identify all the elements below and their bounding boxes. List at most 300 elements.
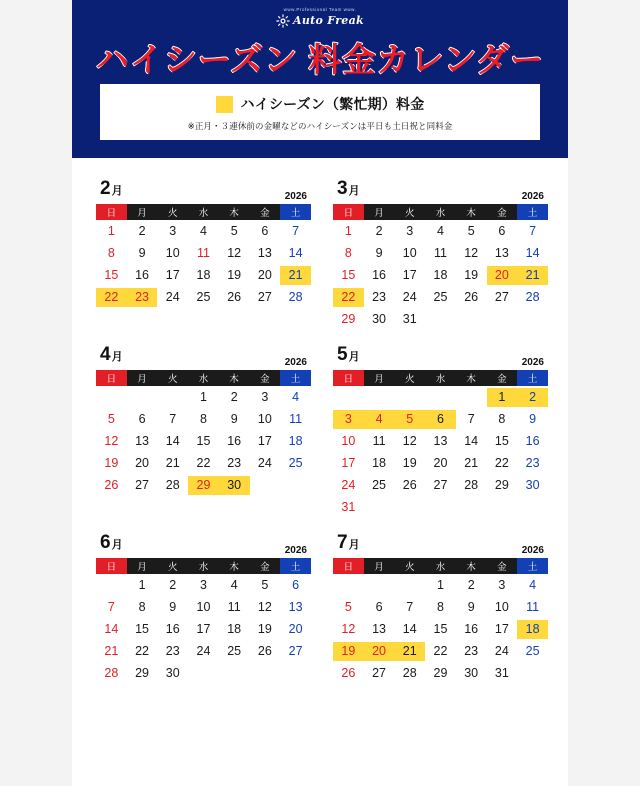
day-cell[interactable] — [425, 220, 456, 242]
day-cell[interactable] — [219, 474, 250, 496]
day-cell[interactable] — [425, 430, 456, 452]
day-cell[interactable] — [333, 430, 364, 452]
day-number: 7 — [169, 411, 177, 426]
month-header — [96, 532, 311, 558]
day-number: 30 — [372, 311, 386, 326]
day-number: 30 — [165, 665, 180, 680]
day-cell[interactable] — [157, 430, 188, 452]
day-cell[interactable] — [425, 408, 456, 430]
day-cell[interactable] — [127, 474, 158, 496]
day-cell[interactable] — [157, 286, 188, 308]
high-season-day: 20 — [364, 642, 395, 661]
day-cell[interactable] — [127, 242, 158, 264]
day-cell[interactable] — [517, 386, 548, 408]
day-cell[interactable] — [157, 596, 188, 618]
day-cell[interactable] — [333, 286, 364, 308]
day-cell[interactable] — [517, 640, 548, 662]
weekday-header-cell: 水 — [425, 370, 456, 386]
day-number: 14 — [402, 621, 417, 636]
day-cell[interactable] — [188, 452, 219, 474]
day-cell[interactable] — [280, 618, 311, 640]
day-cell[interactable] — [219, 386, 250, 408]
day-cell[interactable] — [250, 264, 281, 286]
weekday-header-cell: 土 — [517, 370, 548, 386]
month-label: 4月 — [100, 344, 123, 365]
day-cell[interactable] — [456, 408, 487, 430]
day-cell[interactable] — [517, 264, 548, 286]
day-number: 17 — [165, 267, 180, 282]
day-number: 18 — [288, 433, 303, 448]
day-cell[interactable] — [219, 220, 250, 242]
day-cell[interactable] — [333, 452, 364, 474]
day-cell[interactable] — [364, 452, 395, 474]
day-number: 30 — [525, 477, 540, 492]
day-cell[interactable] — [127, 574, 158, 596]
high-season-day: 29 — [188, 476, 219, 495]
day-cell[interactable] — [394, 308, 425, 330]
empty-day-cell — [280, 662, 311, 684]
day-cell[interactable] — [456, 286, 487, 308]
day-number: 15 — [341, 267, 356, 282]
day-cell[interactable] — [487, 474, 518, 496]
day-number: 16 — [525, 433, 540, 448]
day-cell[interactable] — [127, 618, 158, 640]
day-cell[interactable] — [394, 474, 425, 496]
day-number: 24 — [165, 289, 180, 304]
day-cell[interactable] — [96, 220, 127, 242]
year-label: 2026 — [521, 357, 544, 368]
day-number: 2 — [375, 223, 383, 238]
day-number: 6 — [375, 599, 383, 614]
day-cell[interactable] — [394, 618, 425, 640]
day-cell[interactable] — [127, 408, 158, 430]
day-cell[interactable] — [250, 220, 281, 242]
day-cell[interactable] — [333, 596, 364, 618]
day-cell[interactable] — [127, 640, 158, 662]
day-cell[interactable] — [394, 242, 425, 264]
weekday-header-cell: 日 — [333, 558, 364, 574]
day-cell[interactable] — [96, 618, 127, 640]
day-cell[interactable] — [425, 574, 456, 596]
day-cell[interactable] — [456, 618, 487, 640]
day-number: 9 — [138, 245, 146, 260]
year-label: 2026 — [284, 191, 307, 202]
weekday-header-row — [96, 558, 311, 574]
day-cell[interactable] — [188, 574, 219, 596]
day-cell[interactable] — [333, 408, 364, 430]
day-cell[interactable] — [127, 220, 158, 242]
day-cell[interactable] — [250, 574, 281, 596]
week-row — [96, 640, 311, 662]
day-cell[interactable] — [219, 242, 250, 264]
day-number: 17 — [196, 621, 211, 636]
day-cell[interactable] — [487, 574, 518, 596]
weekday-header-cell: 土 — [280, 370, 311, 386]
weekday-header-cell: 金 — [487, 370, 518, 386]
day-cell[interactable] — [188, 640, 219, 662]
day-cell[interactable] — [96, 242, 127, 264]
day-number: 16 — [372, 267, 386, 282]
day-cell[interactable] — [188, 386, 219, 408]
day-number: 19 — [104, 455, 119, 470]
day-cell[interactable] — [127, 264, 158, 286]
day-cell[interactable] — [517, 242, 548, 264]
high-season-day: 20 — [487, 266, 518, 285]
day-cell[interactable] — [280, 596, 311, 618]
day-cell[interactable] — [425, 618, 456, 640]
day-cell[interactable] — [188, 430, 219, 452]
day-cell[interactable] — [219, 264, 250, 286]
week-row — [96, 430, 311, 452]
brand-name: Auto Freak — [293, 14, 364, 27]
week-row — [333, 242, 548, 264]
day-cell[interactable] — [157, 574, 188, 596]
day-cell[interactable] — [250, 430, 281, 452]
empty-day-cell — [333, 574, 364, 596]
year-label: 2026 — [521, 191, 544, 202]
week-row — [333, 430, 548, 452]
day-cell[interactable] — [487, 618, 518, 640]
day-cell[interactable] — [517, 574, 548, 596]
day-cell[interactable] — [487, 596, 518, 618]
day-cell[interactable] — [280, 640, 311, 662]
day-cell[interactable] — [188, 286, 219, 308]
day-cell[interactable] — [456, 662, 487, 684]
day-number: 13 — [372, 621, 386, 636]
day-cell[interactable] — [456, 574, 487, 596]
day-cell[interactable] — [188, 220, 219, 242]
day-cell[interactable] — [456, 452, 487, 474]
day-cell[interactable] — [250, 596, 281, 618]
day-cell[interactable] — [280, 430, 311, 452]
day-cell[interactable] — [364, 242, 395, 264]
day-cell[interactable] — [157, 408, 188, 430]
day-cell[interactable] — [364, 308, 395, 330]
day-cell[interactable] — [456, 596, 487, 618]
empty-day-cell — [517, 662, 548, 684]
day-cell[interactable] — [456, 264, 487, 286]
day-cell[interactable] — [157, 242, 188, 264]
day-number: 12 — [464, 245, 479, 260]
day-cell[interactable] — [456, 640, 487, 662]
day-number: 9 — [230, 411, 238, 426]
day-number: 25 — [227, 643, 242, 658]
weekday-header-row — [333, 370, 548, 386]
day-cell[interactable] — [456, 242, 487, 264]
month-label: 2月 — [100, 178, 123, 199]
day-cell[interactable] — [333, 474, 364, 496]
day-cell[interactable] — [364, 264, 395, 286]
day-cell[interactable] — [394, 408, 425, 430]
day-cell[interactable] — [96, 408, 127, 430]
day-number: 17 — [402, 267, 417, 282]
month-calendar — [333, 332, 548, 520]
day-cell[interactable] — [364, 408, 395, 430]
day-cell[interactable] — [394, 452, 425, 474]
day-cell[interactable] — [250, 408, 281, 430]
day-number: 13 — [135, 433, 149, 448]
day-number: 8 — [107, 245, 115, 260]
weekday-header-cell: 月 — [127, 370, 158, 386]
day-cell[interactable] — [333, 308, 364, 330]
day-cell[interactable] — [487, 242, 518, 264]
day-number: 5 — [230, 223, 238, 238]
day-cell[interactable] — [250, 618, 281, 640]
day-cell[interactable] — [280, 408, 311, 430]
day-cell[interactable] — [219, 640, 250, 662]
day-number: 10 — [196, 599, 211, 614]
day-number: 22 — [494, 455, 509, 470]
day-cell[interactable] — [425, 286, 456, 308]
day-cell[interactable] — [487, 452, 518, 474]
calendar-panel — [72, 158, 568, 786]
week-row — [333, 640, 548, 662]
day-cell[interactable] — [364, 596, 395, 618]
day-number: 25 — [525, 643, 540, 658]
day-cell[interactable] — [96, 452, 127, 474]
empty-day-cell — [364, 574, 395, 596]
day-cell[interactable] — [394, 640, 425, 662]
day-cell[interactable] — [364, 640, 395, 662]
day-number: 27 — [372, 665, 386, 680]
day-number: 8 — [138, 599, 146, 614]
day-cell[interactable] — [487, 640, 518, 662]
day-cell[interactable] — [394, 264, 425, 286]
day-cell[interactable] — [517, 618, 548, 640]
day-cell[interactable] — [188, 474, 219, 496]
day-cell[interactable] — [96, 662, 127, 684]
day-cell[interactable] — [517, 452, 548, 474]
day-cell[interactable] — [456, 430, 487, 452]
day-cell[interactable] — [219, 574, 250, 596]
day-number: 18 — [227, 621, 242, 636]
day-cell[interactable] — [188, 242, 219, 264]
day-cell[interactable] — [219, 452, 250, 474]
day-number: 8 — [498, 411, 506, 426]
day-cell[interactable] — [96, 640, 127, 662]
empty-day-cell — [250, 662, 281, 684]
day-number: 8 — [344, 245, 352, 260]
day-cell[interactable] — [219, 408, 250, 430]
day-cell[interactable] — [333, 264, 364, 286]
day-number: 12 — [257, 599, 272, 614]
day-cell[interactable] — [157, 220, 188, 242]
day-cell[interactable] — [250, 242, 281, 264]
high-season-day: 21 — [517, 266, 548, 285]
day-cell[interactable] — [364, 662, 395, 684]
empty-day-cell — [127, 308, 158, 330]
day-cell[interactable] — [425, 264, 456, 286]
day-cell[interactable] — [250, 386, 281, 408]
day-number: 11 — [289, 411, 303, 426]
day-cell[interactable] — [157, 264, 188, 286]
day-cell[interactable] — [517, 596, 548, 618]
day-cell[interactable] — [219, 430, 250, 452]
day-cell[interactable] — [517, 220, 548, 242]
high-season-day: 2 — [517, 388, 548, 407]
day-cell[interactable] — [157, 474, 188, 496]
day-cell[interactable] — [280, 264, 311, 286]
month-label: 7月 — [337, 532, 360, 553]
weekday-header-cell: 日 — [96, 370, 127, 386]
day-cell[interactable] — [394, 596, 425, 618]
empty-day-cell — [157, 386, 188, 408]
day-cell[interactable] — [425, 452, 456, 474]
week-row — [333, 308, 548, 330]
day-cell[interactable] — [333, 242, 364, 264]
day-number: 21 — [104, 643, 119, 658]
high-season-day: 1 — [487, 388, 518, 407]
day-number: 2 — [138, 223, 146, 238]
day-cell[interactable] — [425, 640, 456, 662]
day-number: 13 — [257, 245, 272, 260]
day-cell[interactable] — [127, 662, 158, 684]
day-number: 30 — [464, 665, 479, 680]
empty-day-cell — [250, 474, 281, 496]
day-number: 12 — [227, 245, 242, 260]
day-number: 3 — [199, 577, 207, 592]
day-cell[interactable] — [333, 640, 364, 662]
day-number: 11 — [196, 245, 210, 260]
day-cell[interactable] — [157, 618, 188, 640]
day-cell[interactable] — [127, 430, 158, 452]
day-cell[interactable] — [517, 286, 548, 308]
day-cell[interactable] — [127, 452, 158, 474]
day-cell[interactable] — [250, 286, 281, 308]
day-cell[interactable] — [280, 386, 311, 408]
day-number: 4 — [199, 223, 207, 238]
day-number: 29 — [341, 311, 356, 326]
empty-day-cell — [425, 386, 456, 408]
day-number: 29 — [433, 665, 448, 680]
day-cell[interactable] — [96, 596, 127, 618]
day-number: 1 — [138, 577, 146, 592]
weekday-header-cell: 金 — [487, 558, 518, 574]
high-season-day: 22 — [333, 288, 364, 307]
day-cell[interactable] — [333, 618, 364, 640]
day-cell[interactable] — [517, 474, 548, 496]
day-cell[interactable] — [487, 408, 518, 430]
day-cell[interactable] — [425, 474, 456, 496]
day-number: 16 — [464, 621, 479, 636]
day-cell[interactable] — [127, 596, 158, 618]
day-cell[interactable] — [96, 430, 127, 452]
day-number: 26 — [257, 643, 272, 658]
day-number: 21 — [464, 455, 479, 470]
day-cell[interactable] — [487, 662, 518, 684]
day-cell[interactable] — [517, 430, 548, 452]
day-cell[interactable] — [157, 662, 188, 684]
day-number: 14 — [525, 245, 540, 260]
empty-day-cell — [127, 386, 158, 408]
day-cell[interactable] — [280, 242, 311, 264]
day-cell[interactable] — [394, 430, 425, 452]
day-cell[interactable] — [487, 386, 518, 408]
week-row — [333, 596, 548, 618]
day-number: 16 — [165, 621, 180, 636]
day-cell[interactable] — [364, 286, 395, 308]
day-cell[interactable] — [394, 286, 425, 308]
day-cell[interactable] — [96, 474, 127, 496]
day-cell[interactable] — [487, 220, 518, 242]
day-cell[interactable] — [188, 264, 219, 286]
day-cell[interactable] — [364, 220, 395, 242]
day-cell[interactable] — [188, 618, 219, 640]
day-cell[interactable] — [425, 662, 456, 684]
day-cell[interactable] — [425, 596, 456, 618]
day-number: 24 — [341, 477, 356, 492]
weekday-header-cell: 月 — [127, 558, 158, 574]
day-number: 23 — [227, 455, 242, 470]
weekday-header-cell: 水 — [425, 204, 456, 220]
day-cell[interactable] — [250, 452, 281, 474]
month-calendar — [333, 520, 548, 686]
day-cell[interactable] — [487, 264, 518, 286]
month-header — [333, 532, 548, 558]
day-cell[interactable] — [333, 662, 364, 684]
day-cell[interactable] — [280, 452, 311, 474]
day-cell[interactable] — [394, 662, 425, 684]
day-cell[interactable] — [280, 286, 311, 308]
day-cell[interactable] — [364, 618, 395, 640]
day-number: 6 — [292, 577, 300, 592]
week-row — [96, 662, 311, 684]
day-number: 22 — [196, 455, 211, 470]
day-cell[interactable] — [456, 474, 487, 496]
day-number: 2 — [169, 577, 177, 592]
day-cell[interactable] — [250, 640, 281, 662]
week-row — [333, 618, 548, 640]
week-row — [333, 574, 548, 596]
weekday-header-cell: 日 — [96, 558, 127, 574]
day-number: 17 — [494, 621, 509, 636]
day-number: 15 — [104, 267, 119, 282]
day-cell[interactable] — [364, 430, 395, 452]
day-cell[interactable] — [280, 220, 311, 242]
day-cell[interactable] — [157, 452, 188, 474]
day-cell[interactable] — [517, 408, 548, 430]
day-cell[interactable] — [487, 430, 518, 452]
day-cell[interactable] — [364, 474, 395, 496]
day-number: 5 — [344, 599, 352, 614]
day-cell[interactable] — [96, 286, 127, 308]
day-number: 8 — [199, 411, 207, 426]
day-cell[interactable] — [188, 408, 219, 430]
day-cell[interactable] — [280, 574, 311, 596]
day-cell[interactable] — [456, 220, 487, 242]
day-cell[interactable] — [219, 618, 250, 640]
day-cell[interactable] — [127, 286, 158, 308]
day-cell[interactable] — [425, 242, 456, 264]
high-season-day: 4 — [364, 410, 395, 429]
day-number: 22 — [433, 643, 448, 658]
day-number: 14 — [464, 433, 479, 448]
day-cell[interactable] — [394, 220, 425, 242]
day-cell[interactable] — [219, 596, 250, 618]
day-number: 24 — [494, 643, 509, 658]
day-cell[interactable] — [487, 286, 518, 308]
day-cell[interactable] — [188, 596, 219, 618]
day-number: 26 — [227, 289, 242, 304]
day-cell[interactable] — [333, 496, 364, 518]
day-number: 28 — [104, 665, 119, 680]
year-label: 2026 — [284, 545, 307, 556]
day-cell[interactable] — [333, 220, 364, 242]
day-number: 10 — [257, 411, 272, 426]
day-cell[interactable] — [157, 640, 188, 662]
day-cell[interactable] — [219, 286, 250, 308]
day-cell[interactable] — [96, 264, 127, 286]
